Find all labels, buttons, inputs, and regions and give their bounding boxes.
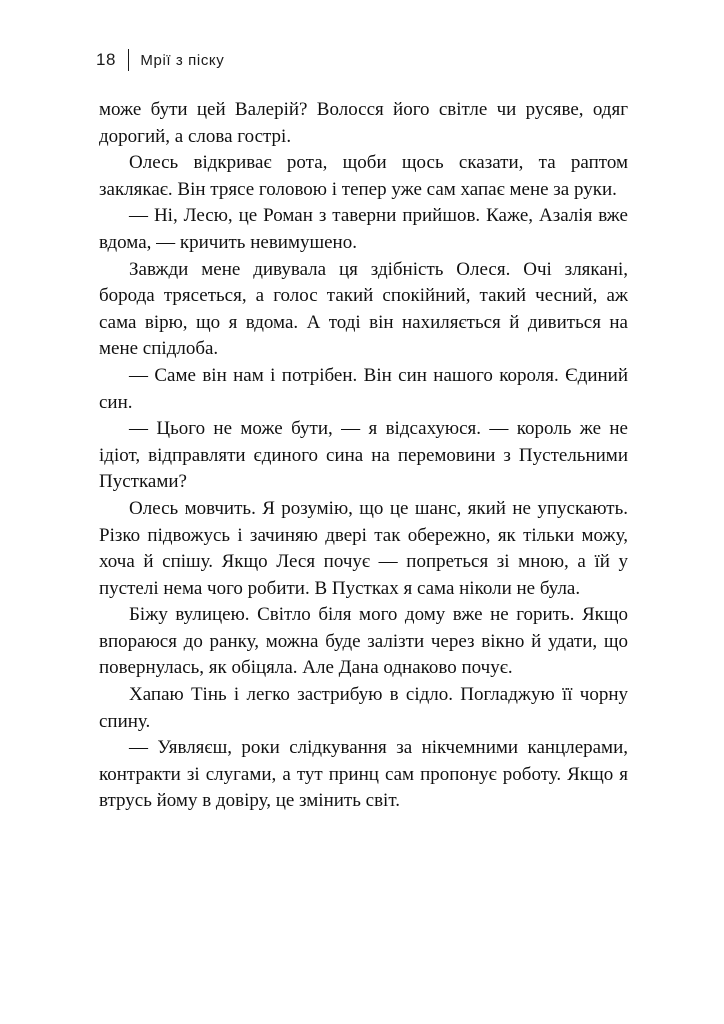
paragraph: Олесь мовчить. Я розумію, що це шанс, який не упускають. Різко підвожусь і зачиняю двері так обережно, як тільки можу, хоча й спішу. Якщо Леся почує — попреться зі мною, а їй у пустелі нема чого робити. В Пустках я сама ніколи не була. [99, 497, 628, 599]
paragraph: Завжди мене дивувала ця здібність Олеся. Очі злякані, борода трясеться, а голос такий спокійний, такий чесний, аж сама вірю, що я вдома. А тоді він нахиляється й дивиться на мене спідлоба. [99, 258, 628, 360]
paragraph: — Уявляєш, роки слідкування за нікчемними канцлерами, контракти зі слугами, а тут принц сам пропонує роботу. Якщо я втрусь йому в довіру, це змінить світ. [99, 737, 628, 812]
paragraph: Хапаю Тінь і легко застрибую в сідло. Погладжую її чорну спину. [99, 684, 628, 732]
page-number: 18 [96, 50, 116, 69]
body-text [99, 97, 628, 815]
paragraph: Біжу вулицею. Світло біля мого дому вже не горить. Якщо впораюся до ранку, можна буде залізти через вікно й удати, що повернулась, як обіцяла. Але Дана однаково почує. [99, 604, 628, 679]
header-divider [128, 49, 130, 71]
running-title: Мрії з піску [140, 51, 225, 69]
paragraph: — Саме він нам і потрібен. Він син нашого короля. Єдиний син. [99, 364, 628, 413]
paragraph: може бути цей Валерій? Волосся його світле чи русяве, одяг дорогий, а слова гострі. [99, 99, 628, 147]
paragraph: Олесь відкриває рота, щоби щось сказати, та раптом заклякає. Він трясе головою і тепер уже сам хапає мене за руки. [99, 152, 628, 200]
paragraph: — Цього не може бути, — я відсахуюся. — король же не ідіот, відправляти єдиного сина на перемовини з Пустельними Пустками? [99, 418, 628, 493]
page-header [96, 47, 224, 73]
paragraph: — Ні, Лесю, це Роман з таверни прийшов. Каже, Азалія вже вдома, — кричить невимушено. [99, 205, 628, 253]
